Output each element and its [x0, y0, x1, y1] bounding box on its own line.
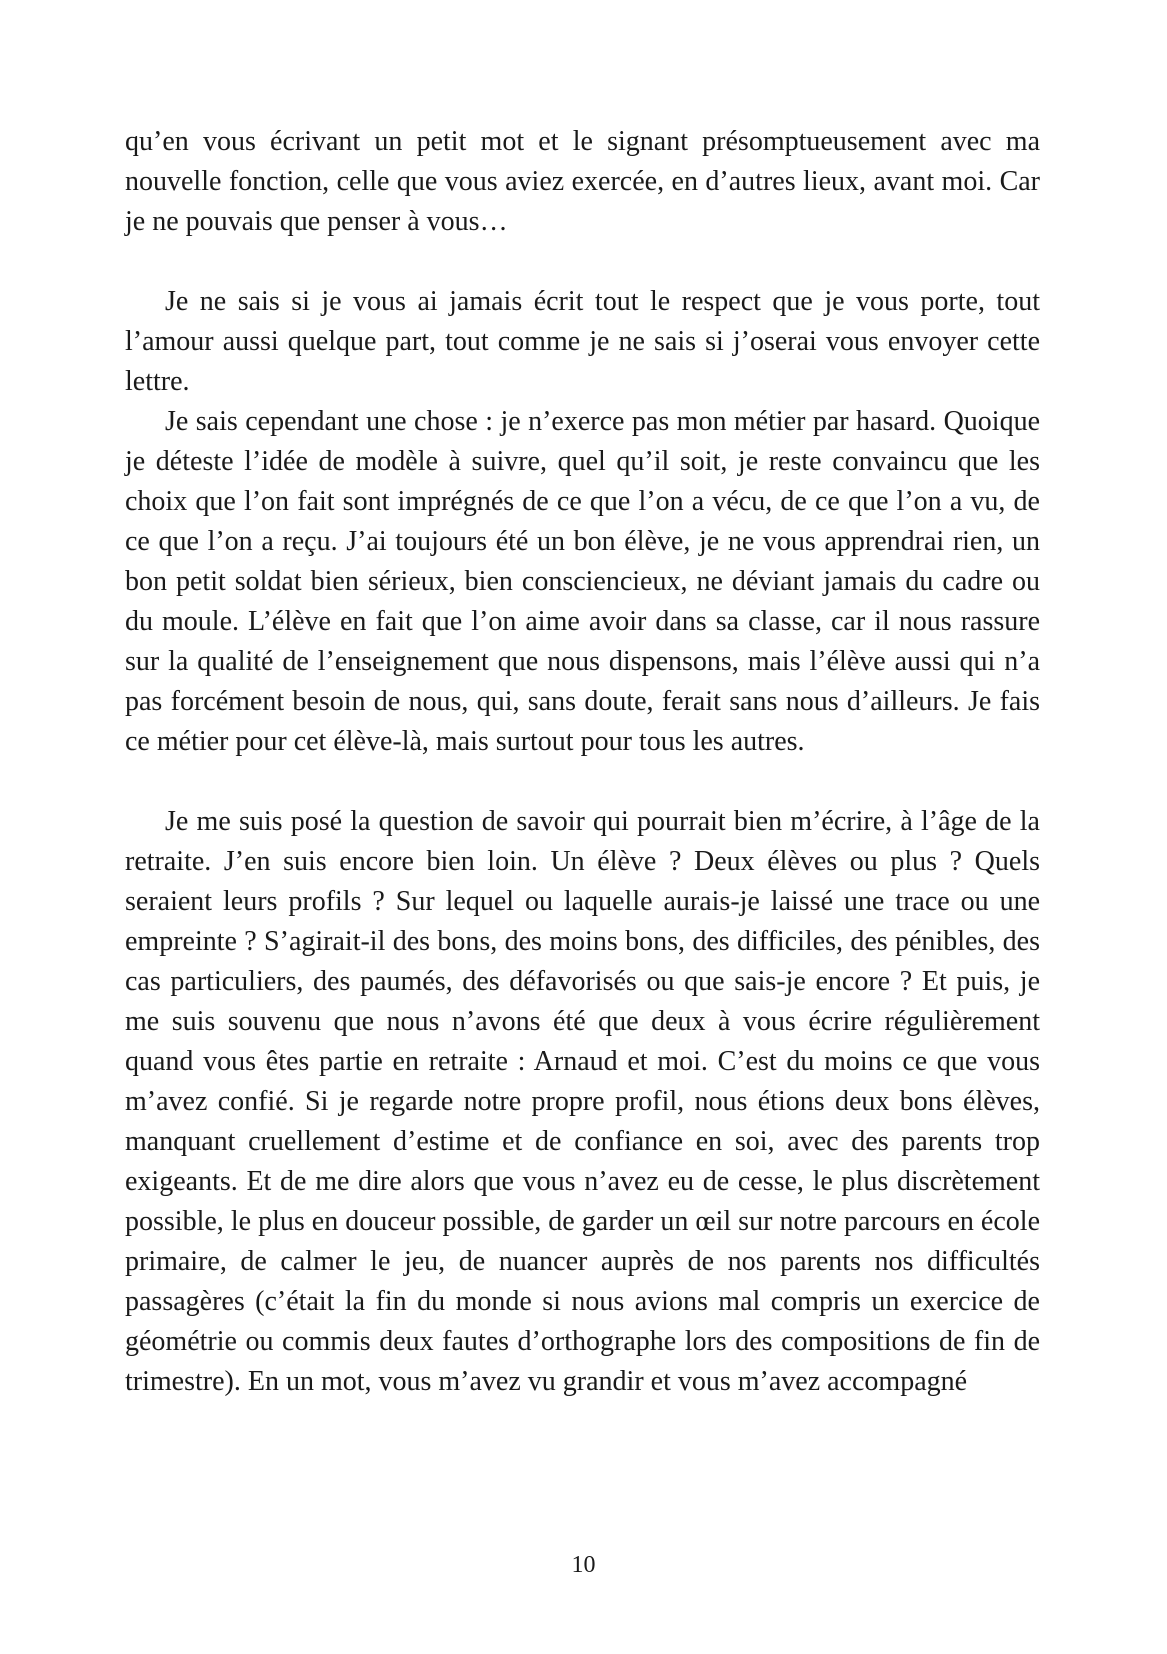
paragraph: Je sais cependant une chose : je n’exerce pas mon métier par hasard. Quoique je déteste l’idée de modèle à suivre, quel qu’il soit, je reste convaincu que les choix que l’on fait sont imprégnés de ce que l’on a vécu, de ce que l’on a vu, de ce que l’on a reçu. J’ai toujours été un bon élève, je ne vous apprendrai rien, un bon petit soldat bien sérieux, bien consciencieux, ne déviant jamais du cadre ou du moule. L’élève en fait que l’on aime avoir dans sa classe, car il nous rassure sur la qualité de l’enseignement que nous dispensons, mais l’élève aussi qui n’a pas forcément besoin de nous, qui, sans doute, ferait sans nous d’ailleurs. Je fais ce métier pour cet élève-là, mais surtout pour tous les autres.	[125, 406, 1040, 757]
paragraph-continued: qu’en vous écrivant un petit mot et le signant présomptueusement avec ma nouvelle fonction, celle que vous aviez exercée, en d’autres lieux, avant moi. Car je ne pouvais que penser à vous…	[125, 126, 1040, 237]
paragraph-gap	[125, 762, 1040, 802]
paragraph: Je me suis posé la question de savoir qui pourrait bien m’écrire, à l’âge de la retraite. J’en suis encore bien loin. Un élève ? Deux élèves ou plus ? Quels seraient leurs profils ? Sur lequel ou laquelle aurais-je laissé une trace ou une empreinte ? S’agirait-il des bons, des moins bons, des difficiles, des pénibles, des cas particuliers, des paumés, des défavorisés ou que sais-je encore ? Et puis, je me suis souvenu que nous n’avons été que deux à vous écrire régulièrement quand vous êtes partie en retraite : Arnaud et moi. C’est du moins ce que vous m’avez confié. Si je regarde notre propre profil, nous étions deux bons élèves, manquant cruellement d’estime et de confiance en soi, avec des parents trop exigeants. Et de me dire alors que vous n’avez eu de cesse, le plus discrètement possible, le plus en douceur possible, de garder un œil sur notre parcours en école primaire, de calmer le jeu, de nuancer auprès de nos parents nos difficultés passagères (c’était la fin du monde si nous avions mal compris un exercice de géométrie ou commis deux fautes d’orthographe lors des compositions de fin de trimestre). En un mot, vous m’avez vu grandir et vous m’avez accompagné	[125, 806, 1040, 1397]
body-text	[125, 122, 1040, 1402]
page-number: 10	[571, 1552, 596, 1578]
paragraph: Je ne sais si je vous ai jamais écrit tout le respect que je vous porte, tout l’amour aussi quelque part, tout comme je ne sais si j’oserai vous envoyer cette lettre.	[125, 286, 1040, 397]
paragraph-gap	[125, 242, 1040, 282]
